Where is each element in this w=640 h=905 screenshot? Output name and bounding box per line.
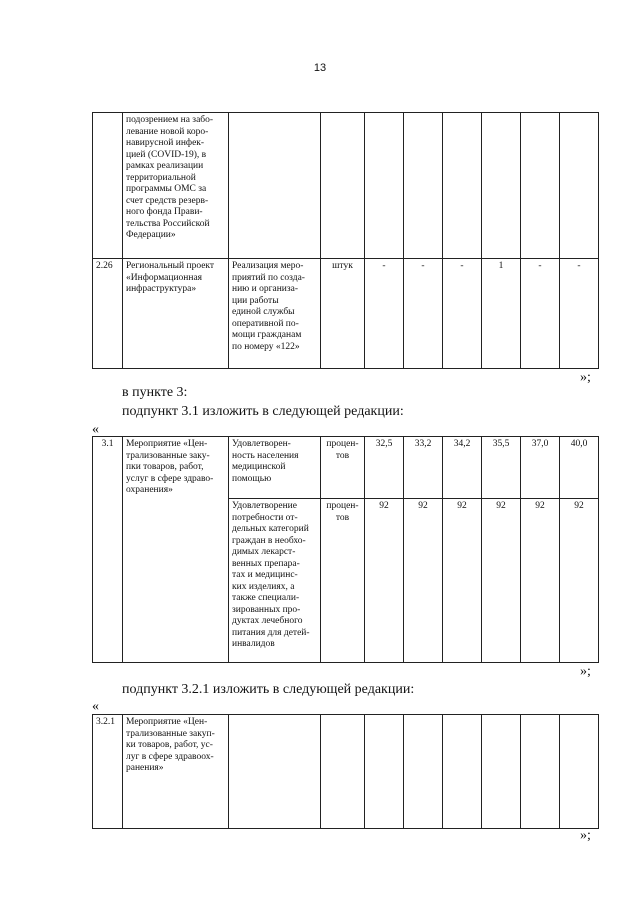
unit: процен- тов [321,499,365,663]
value-cell [521,715,560,829]
value-cell [443,715,482,829]
unit: штук [321,259,365,369]
value-cell: 33,2 [404,437,443,499]
value-cell [482,113,521,259]
opening-quote: « [92,422,99,437]
row-number: 2.26 [93,259,123,369]
closing-quote: »; [580,828,591,843]
closing-quote: »; [580,664,591,679]
table-subitem-3-1 [92,436,599,663]
row-number [93,113,123,259]
value-cell: - [443,259,482,369]
value-cell: 92 [560,499,599,663]
indicator-name: Реализация меро- приятий по созда- нию и организа- ции работы единой службы оперативной по- мощи гражданам по номеру «122» [229,259,321,369]
paragraph: подпункт 3.1 изложить в следующей редакции: [122,404,404,419]
page-number: 13 [313,62,327,74]
value-cell: - [560,259,599,369]
table-row [93,113,599,259]
value-cell: 92 [482,499,521,663]
unit [321,113,365,259]
value-cell: 92 [521,499,560,663]
event-name: Региональный проект «Информационная инфраструктура» [123,259,229,369]
value-cell [560,113,599,259]
value-cell [443,113,482,259]
value-cell: 92 [443,499,482,663]
value-cell: 37,0 [521,437,560,499]
event-name: Мероприятие «Цен- трализованные закуп- ки товаров, работ, ус- луг в сфере здравоох- ранения» [123,715,229,829]
unit: процен- тов [321,437,365,499]
value-cell: 40,0 [560,437,599,499]
value-cell: - [404,259,443,369]
value-cell: - [521,259,560,369]
table-subitem-3-2-1 [92,714,599,829]
event-name: подозрением на забо- левание новой коро- навирусной инфек- цией (COVID-19), в рамках реализации территориальной программы ОМС за счет средств резерв- ного фонда Прави- тельства Российской Федерации» [123,113,229,259]
row-number: 3.1 [93,437,123,663]
value-cell [482,715,521,829]
indicator-name [229,715,321,829]
paragraph: в пункте 3: [122,385,188,400]
indicator-name: Удовлетворен- ность населения медицинской помощью [229,437,321,499]
value-cell [521,113,560,259]
table-continuation [92,112,599,369]
paragraph: подпункт 3.2.1 изложить в следующей редакции: [122,682,415,697]
closing-quote: »; [580,370,591,385]
value-cell: 92 [404,499,443,663]
value-cell [560,715,599,829]
value-cell: 92 [365,499,404,663]
value-cell: 35,5 [482,437,521,499]
table-row [93,259,599,369]
table-row [93,715,599,829]
value-cell: 1 [482,259,521,369]
event-name: Мероприятие «Цен- трализованные заку- пки товаров, работ, услуг в сфере здраво- охранения» [123,437,229,663]
value-cell: 34,2 [443,437,482,499]
value-cell: - [365,259,404,369]
value-cell [365,113,404,259]
opening-quote: « [92,699,99,714]
row-number: 3.2.1 [93,715,123,829]
indicator-name: Удовлетворение потребности от- дельных категорий граждан в необхо- димых лекарст- венных препара- тах и медицинс- ких изделиях, а также специали- зированных про- дуктах лечебного питания для детей- инвалидов [229,499,321,663]
table-row [93,437,599,499]
value-cell: 32,5 [365,437,404,499]
indicator-name [229,113,321,259]
value-cell [404,113,443,259]
value-cell [404,715,443,829]
value-cell [365,715,404,829]
unit [321,715,365,829]
